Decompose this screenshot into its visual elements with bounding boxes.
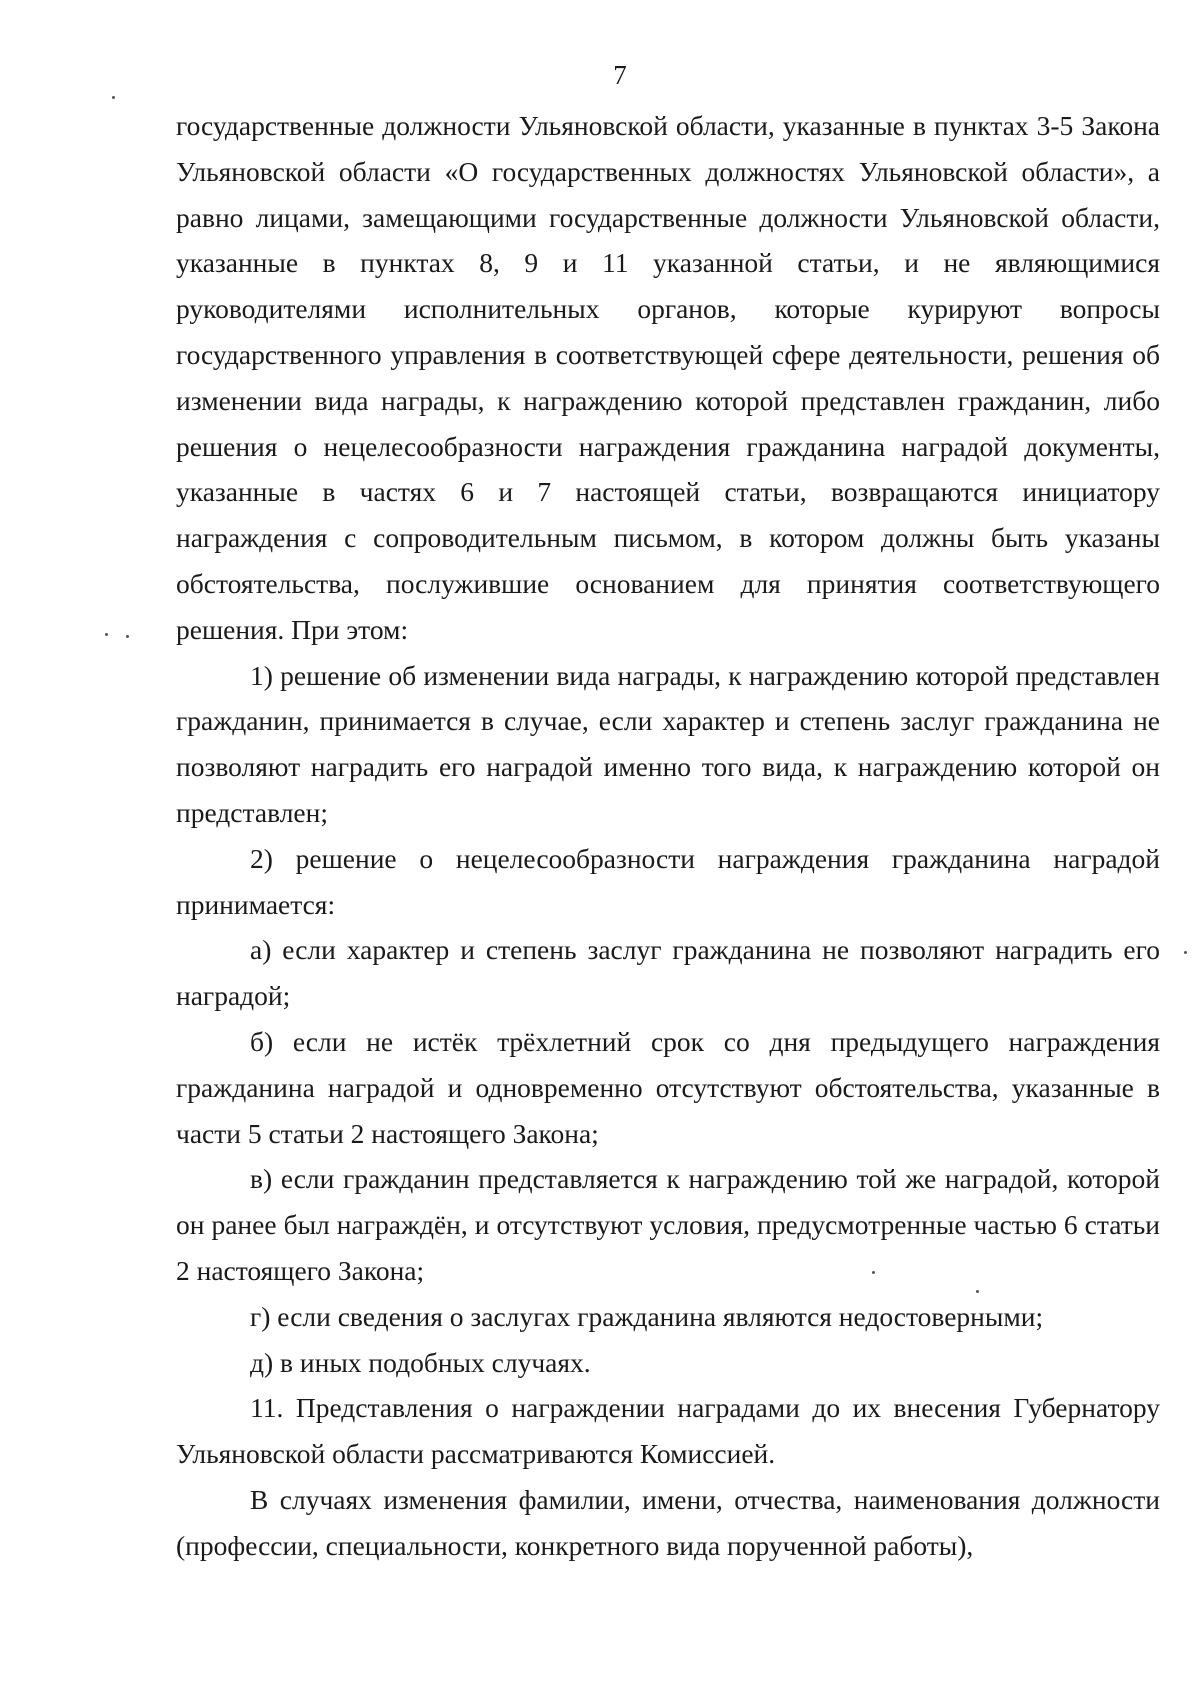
document-body [176, 103, 1160, 1569]
paragraph-section-11: 11. Представления о награждении наградами до их внесения Губернатору Ульяновской области рассматриваются Комиссией. [176, 1392, 1160, 1470]
paragraph-item-2: 2) решение о нецелесообразности награждения гражданина наградой принимается: [176, 842, 1160, 920]
paragraph-item-v: в) если гражданин представляется к награждению той же наградой, которой он ранее был награждён, и отсутствуют условия, предусмотренные частью 6 статьи 2 настоящего Закона; [176, 1163, 1160, 1286]
scan-speck [105, 633, 108, 636]
paragraph-name-change: В случаях изменения фамилии, имени, отчества, наименования должности (профессии, специальности, конкретного вида порученной работы), [176, 1483, 1160, 1561]
paragraph-item-b: б) если не истёк трёхлетний срок со дня предыдущего награждения гражданина наградой и одновременно отсутствуют обстоятельства, указанные в части 5 статьи 2 настоящего Закона; [176, 1025, 1160, 1149]
page-number: 7 [613, 60, 627, 90]
paragraph-item-1: 1) решение об изменении вида награды, к награждению которой представлен гражданин, принимается в случае, если характер и степень заслуг гражданина не позволяют наградить его наградой именно того вида, к награждению которой он представлен; [176, 659, 1160, 828]
paragraph-item-d: д) в иных подобных случаях. [250, 1346, 591, 1378]
paragraph-item-a: а) если характер и степень заслуг гражданина не позволяют наградить его наградой; [176, 934, 1160, 1012]
scan-speck [1184, 951, 1187, 954]
scan-speck [976, 1290, 979, 1293]
paragraph-item-g: г) если сведения о заслугах гражданина являются недостоверными; [250, 1300, 1044, 1332]
scan-speck [126, 635, 129, 638]
scan-speck [872, 1271, 875, 1274]
paragraph-continuation: государственные должности Ульяновской области, указанные в пунктах 3-5 Закона Ульяновской области «О государственных должностях Ульяновской области», а равно лицами, замещающими государственные должности Ульяновской области, указанные в пунктах 8, 9 и 11 указанной статьи, и не являющимися руководителями исполнительных органов, которые курируют вопросы государственного управления в соответствующей сфере деятельности, решения об изменении вида награды, к награждению которой представлен гражданин, либо решения о нецелесообразности награждения гражданина наградой документы, указанные в частях 6 и 7 настоящей статьи, возвращаются инициатору награждения с сопроводительным письмом, в котором должны быть указаны обстоятельства, послужившие основанием для принятия соответствующего решения. При этом: [176, 110, 1160, 645]
scan-speck [112, 96, 115, 99]
